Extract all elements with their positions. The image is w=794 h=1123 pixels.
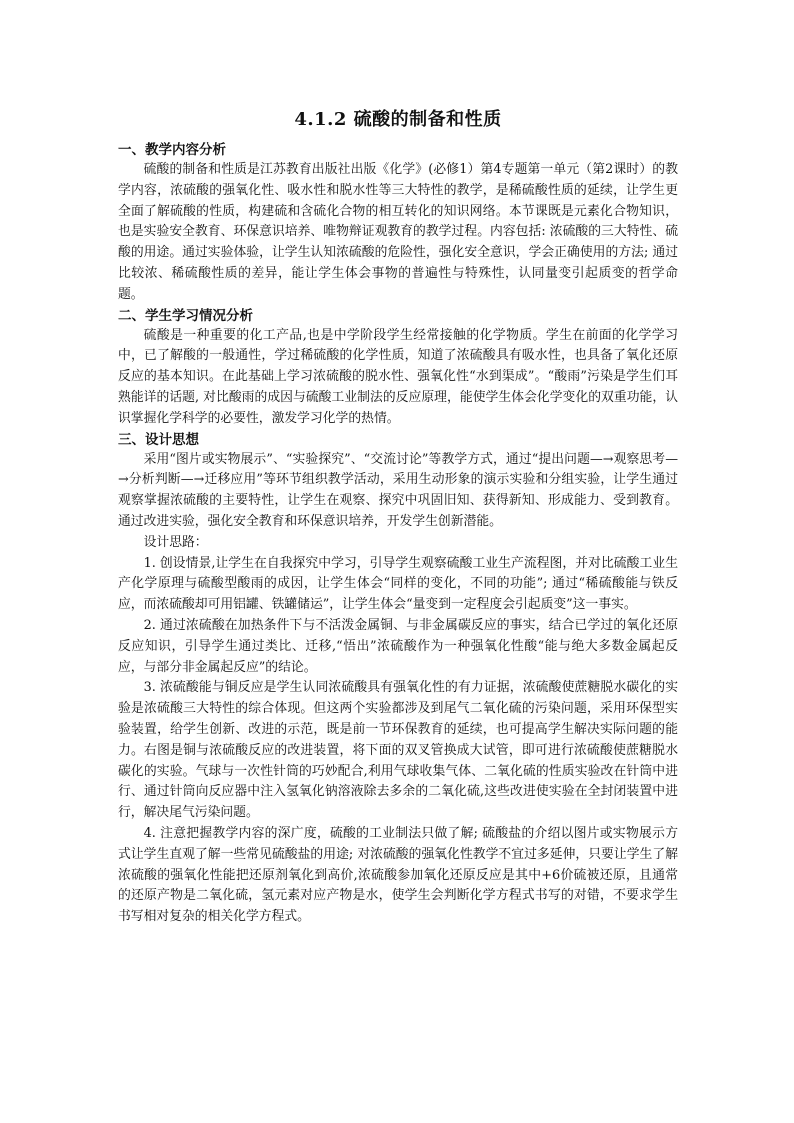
section-heading-student-analysis: 二、学生学习情况分析 bbox=[118, 307, 253, 324]
document-page bbox=[118, 0, 678, 928]
paragraph: 硫酸是一种重要的化工产品,也是中学阶段学生经常接触的化学物质。学生在前面的化学学习中，已了解酸的一般通性，学过稀硫酸的化学性质，知道了浓硫酸具有吸水性，也具备了氧化还原反应的基本知识。在此基础上学习浓硫酸的脱水性、强氧化性“水到渠成”。“酸雨”污染是学生们耳熟能详的话题, 对比酸雨的成因与硫酸工业制法的反应原理，能使学生体会化学变化的双重功能，认识掌握化学科学的必要性，激发学习化学的热情。 bbox=[118, 327, 678, 426]
list-item: 4. 注意把握教学内容的深广度，硫酸的工业制法只做了解; 硫酸盐的介绍以图片或实物展示方式让学生直观了解一些常见硫酸盐的用途; 对浓硫酸的强氧化性教学不宜过多延伸，只要让学生了解浓硫酸的强氧化性能把还原剂氧化到高价,浓硫酸参加氧化还原反应是其中+6价硫被还原，且通常的还原产物是二氧化硫，氢元素对应产物是水，使学生会判断化学方程式书写的对错，不要求学生书写相对复杂的相关化学方程式。 bbox=[118, 825, 678, 925]
section-heading-design-idea: 三、设计思想 bbox=[118, 431, 199, 448]
list-item: 2. 通过浓硫酸在加热条件下与不活泼金属铜、与非金属碳反应的事实，结合已学过的氧化还原反应知识，引导学生通过类比、迁移,“悟出”浓硫酸作为一种强氧化性酸“能与绝大多数金属起反应，与部分非金属起反应”的结论。 bbox=[118, 617, 678, 675]
list-item: 1. 创设情景,让学生在自我探究中学习，引导学生观察硫酸工业生产流程图，并对比硫酸工业生产化学原理与硫酸型酸雨的成因，让学生体会“同样的变化，不同的功能”; 通过“稀硫酸能与铁反应，而浓硫酸却可用铝罐、铁罐储运”，让学生体会“量变到一定程度会引起质变”这一事实。 bbox=[118, 555, 678, 613]
paragraph: 硫酸的制备和性质是江苏教育出版社出版《化学》(必修1）第4专题第一单元（第2课时）的教学内容，浓硫酸的强氧化性、吸水性和脱水性等三大特性的教学，是稀硫酸性质的延续，让学生更全面了解硫酸的性质，构建硫和含硫化合物的相互转化的知识网络。本节课既是元素化合物知识，也是实验安全教育、环保意识培养、唯物辩证观教育的教学过程。内容包括: 浓硫酸的三大特性、硫酸的用途。通过实验体验，让学生认知浓硫酸的危险性，强化安全意识，学会正确使用的方法; 通过比较浓、稀硫酸性质的差异，能让学生体会事物的普遍性与特殊性，认同量变引起质变的哲学命题。 bbox=[118, 162, 678, 302]
design-subheading: 设计思路： bbox=[143, 534, 208, 550]
page-title: 4.1.2 硫酸的制备和性质 bbox=[294, 109, 502, 130]
paragraph: 采用“图片或实物展示”、“实验探究”、“交流讨论”等教学方式，通过“提出问题—→观察思考—→分析判断—→迁移应用”等环节组织教学活动，采用生动形象的演示实验和分组实验，让学生通过观察掌握浓硫酸的主要特性，让学生在观察、探究中巩固旧知、获得新知、形成能力、受到教育。通过改进实验，强化安全教育和环保意识培养，开发学生创新潜能。 bbox=[118, 451, 678, 529]
list-item: 3. 浓硫酸能与铜反应是学生认同浓硫酸具有强氧化性的有力证据，浓硫酸使蔗糖脱水碳化的实验是浓硫酸三大特性的综合体现。但这两个实验都涉及到尾气二氧化硫的污染问题，采用环保型实验装置，给学生创新、改进的示范，既是前一节环保教育的延续，也可提高学生解决实际问题的能力。右图是铜与浓硫酸反应的改进装置，将下面的双叉管换成大试管，即可进行浓硫酸使蔗糖脱水碳化的实验。气球与一次性针筒的巧妙配合,利用气球收集气体、二氧化硫的性质实验改在针筒中进行、通过针筒向反应器中注入氢氧化钠溶液除去多余的二氧化硫,这些改进使实验在全封闭装置中进行，解决尾气污染问题。 bbox=[118, 680, 678, 821]
section-heading-teaching-content: 一、教学内容分析 bbox=[118, 142, 226, 158]
